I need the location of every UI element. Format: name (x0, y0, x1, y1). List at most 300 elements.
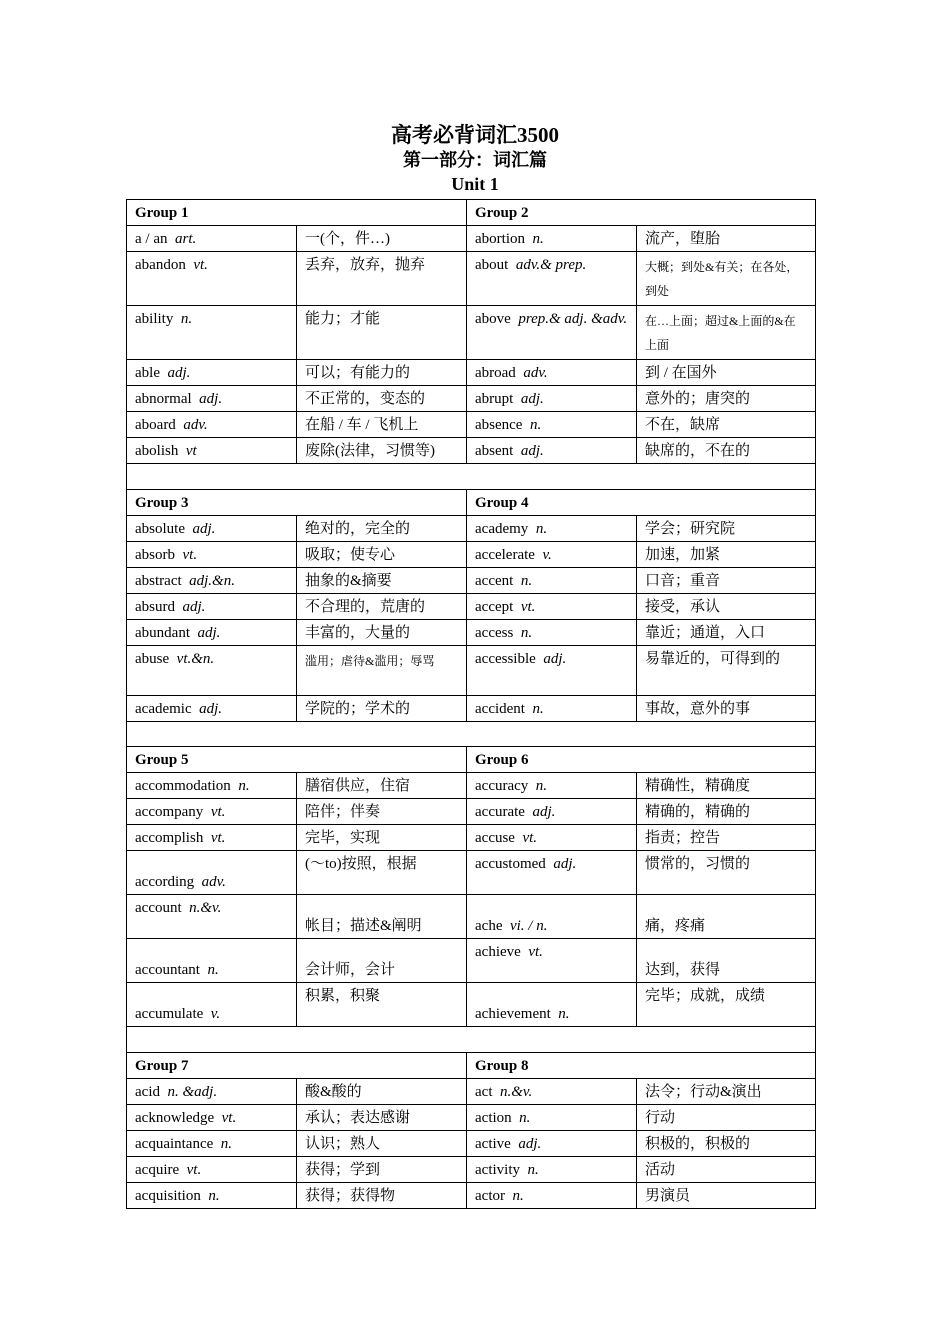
meaning-cell (297, 1156, 467, 1182)
word-cell (467, 645, 637, 695)
part-of-speech: vi. / n. (509, 918, 548, 935)
word-cell (127, 939, 297, 983)
meaning-cell (297, 226, 467, 252)
meaning-cell (637, 515, 816, 541)
word: able (135, 365, 160, 381)
word-cell (467, 412, 637, 438)
part-of-speech: adj. (520, 391, 544, 407)
word: acquire (135, 1161, 180, 1178)
part-of-speech: vt.&n. (176, 650, 215, 667)
part-of-speech: adj. (553, 856, 577, 873)
meaning: 到 / 在国外 (645, 365, 717, 381)
word-cell (127, 306, 297, 360)
vocab-row (127, 360, 816, 386)
vocab-row (127, 1182, 816, 1208)
word: abortion (475, 231, 525, 247)
group-heading: Group 4 (467, 489, 816, 515)
vocab-row (127, 695, 816, 721)
vocabulary-table-body (127, 200, 816, 1209)
word-cell (467, 360, 637, 386)
part-of-speech: n. (208, 1187, 220, 1204)
meaning: 接受，承认 (645, 598, 721, 615)
word: abundant (135, 624, 190, 641)
word-cell (127, 567, 297, 593)
meaning: 在船 / 车 / 飞机上 (305, 417, 419, 433)
meaning-cell (637, 825, 816, 851)
part-of-speech: n.&v. (499, 1083, 533, 1100)
word: acquaintance (135, 1135, 214, 1152)
word: above (475, 311, 511, 327)
word: ache (475, 918, 503, 935)
vocab-row (127, 619, 816, 645)
word: abroad (475, 365, 516, 381)
meaning: 不合理的，荒唐的 (305, 598, 426, 615)
word: accustomed (475, 856, 546, 873)
meaning: 流产，堕胎 (645, 231, 721, 247)
part-of-speech: n. (558, 1006, 570, 1023)
word-cell (467, 306, 637, 360)
word-cell (127, 825, 297, 851)
word: academy (475, 520, 529, 537)
word-cell (467, 252, 637, 306)
word: acid (135, 1083, 160, 1100)
meaning-cell (637, 438, 816, 464)
word-cell (467, 593, 637, 619)
word-cell (467, 773, 637, 799)
meaning-cell (297, 825, 467, 851)
group-heading: Group 8 (467, 1052, 816, 1078)
part-of-speech: adj. (197, 624, 221, 641)
word-cell (127, 619, 297, 645)
meaning: 易靠近的，可得到的 (645, 650, 781, 667)
meaning: 能力；才能 (305, 311, 381, 327)
part-of-speech: n. (519, 1109, 531, 1126)
word-cell (467, 1182, 637, 1208)
spacer-cell (127, 464, 816, 490)
part-of-speech: vt. (210, 830, 226, 847)
part-of-speech: n. (220, 1135, 233, 1152)
word: accuse (475, 830, 515, 847)
part-of-speech: n. (520, 572, 533, 589)
part-title: 第一部分：词汇篇 (403, 150, 547, 170)
word-cell (127, 1182, 297, 1208)
meaning: 加速，加紧 (645, 546, 721, 563)
meaning: 陪伴；伴奏 (305, 804, 381, 821)
meaning-cell (297, 412, 467, 438)
word-cell (127, 1078, 297, 1104)
vocab-row (127, 386, 816, 412)
part-of-speech: adj. (532, 804, 556, 821)
part-of-speech: n. (529, 417, 542, 433)
meaning-cell (637, 1130, 816, 1156)
vocab-row (127, 825, 816, 851)
meaning-cell (637, 306, 816, 360)
word-cell (127, 799, 297, 825)
word-cell (467, 386, 637, 412)
meaning-cell (297, 252, 467, 306)
word-cell (467, 695, 637, 721)
word-cell (127, 438, 297, 464)
meaning-cell (297, 619, 467, 645)
meaning-cell (297, 386, 467, 412)
part-of-speech: vt. (528, 944, 543, 961)
part-of-speech: v. (210, 1006, 221, 1023)
meaning-cell (637, 1078, 816, 1104)
word: accurate (475, 804, 525, 821)
word: accomplish (135, 830, 204, 847)
meaning: 学院的；学术的 (305, 700, 411, 717)
meaning: 吸取；使专心 (305, 546, 396, 563)
meaning: 绝对的，完全的 (305, 520, 411, 537)
meaning-cell (297, 1104, 467, 1130)
part-of-speech: n. (532, 231, 544, 247)
part-of-speech: vt (185, 443, 197, 459)
part-of-speech: n. &adj. (167, 1083, 218, 1100)
meaning: 不在，缺席 (645, 417, 721, 433)
word: accumulate (135, 1006, 204, 1023)
part-of-speech: n. (535, 778, 548, 795)
meaning-cell (637, 1156, 816, 1182)
part-of-speech: adj. (518, 1135, 542, 1152)
word: about (475, 257, 509, 273)
meaning: 帐目；描述&阐明 (305, 918, 422, 935)
meaning: 抽象的&摘要 (305, 572, 392, 589)
meaning-cell (637, 851, 816, 895)
word-cell (127, 412, 297, 438)
meaning: 达到，获得 (645, 962, 721, 979)
meaning: 大概；到处&有关；在各处，到处 (645, 260, 799, 298)
document-title: 高考必背词汇3500 (391, 123, 559, 147)
part-of-speech: vt. (522, 830, 538, 847)
part-of-speech: adj.&n. (189, 572, 235, 589)
word-cell (467, 939, 637, 983)
meaning: 完毕，实现 (305, 830, 381, 847)
word: active (475, 1135, 511, 1152)
word-cell (127, 1130, 297, 1156)
meaning-cell (637, 541, 816, 567)
unit-title: Unit 1 (451, 174, 499, 194)
part-of-speech: prep.& adj. &adv. (518, 311, 628, 327)
meaning: 积累，积聚 (305, 988, 381, 1005)
part-of-speech: adv. (201, 874, 226, 891)
word: absence (475, 417, 523, 433)
word-cell (127, 695, 297, 721)
word: access (475, 624, 514, 641)
word-cell (127, 773, 297, 799)
vocab-row (127, 515, 816, 541)
meaning-cell (297, 360, 467, 386)
word: accountant (135, 962, 200, 979)
word: abandon (135, 257, 186, 273)
meaning-cell (297, 593, 467, 619)
word-cell (467, 1078, 637, 1104)
meaning-cell (297, 645, 467, 695)
meaning-cell (637, 226, 816, 252)
vocab-row (127, 939, 816, 983)
group-heading: Group 1 (127, 200, 467, 226)
word: abrupt (475, 391, 514, 407)
part-of-speech: adv. (183, 417, 208, 433)
meaning: 酸&酸的 (305, 1083, 362, 1100)
group-header-row (127, 1052, 816, 1078)
part-of-speech: adj. (167, 365, 191, 381)
spacer-cell (127, 1027, 816, 1053)
word-cell (467, 1156, 637, 1182)
part-of-speech: vt. (193, 257, 208, 273)
word-cell (127, 1156, 297, 1182)
meaning: 获得；获得物 (305, 1187, 396, 1204)
meaning: 会计师，会计 (305, 962, 396, 979)
spacer-cell (127, 721, 816, 747)
meaning: 一(个，件…) (305, 231, 390, 247)
part-of-speech: vt. (221, 1109, 237, 1126)
vocab-row (127, 567, 816, 593)
word-cell (467, 619, 637, 645)
word: accompany (135, 804, 204, 821)
meaning: 惯常的，习惯的 (645, 856, 751, 873)
part-of-speech: n. (532, 700, 544, 717)
part-of-speech: n. (512, 1187, 524, 1204)
meaning-cell (297, 1182, 467, 1208)
meaning: 精确的，精确的 (645, 804, 751, 821)
meaning-cell (637, 567, 816, 593)
word-cell (467, 825, 637, 851)
word-cell (127, 541, 297, 567)
meaning: 法令；行动&演出 (645, 1083, 762, 1100)
vocab-row (127, 252, 816, 306)
word-cell (127, 360, 297, 386)
meaning-cell (297, 515, 467, 541)
word: accept (475, 598, 514, 615)
meaning-cell (297, 799, 467, 825)
spacer-row (127, 464, 816, 490)
part-of-speech: n. (180, 311, 193, 327)
word: activity (475, 1161, 520, 1178)
vocab-row (127, 1078, 816, 1104)
part-of-speech: n. (535, 520, 548, 537)
word: absurd (135, 598, 175, 615)
part-of-speech: vt. (186, 1161, 202, 1178)
meaning-cell (637, 1104, 816, 1130)
meaning: 缺席的，不在的 (645, 443, 751, 459)
part-of-speech: adv.& prep. (515, 257, 587, 273)
meaning-cell (297, 983, 467, 1027)
word: action (475, 1109, 512, 1126)
word-cell (467, 226, 637, 252)
word-cell (467, 541, 637, 567)
word-cell (127, 515, 297, 541)
word: absorb (135, 546, 175, 563)
part-of-speech: adj. (543, 650, 567, 667)
group-heading: Group 7 (127, 1052, 467, 1078)
vocab-row (127, 226, 816, 252)
word: absent (475, 443, 514, 459)
meaning-cell (637, 695, 816, 721)
word-cell (467, 851, 637, 895)
meaning-cell (637, 593, 816, 619)
meaning-cell (297, 895, 467, 939)
word-cell (127, 593, 297, 619)
part-of-speech: vt. (520, 598, 536, 615)
word-cell (127, 1104, 297, 1130)
meaning-cell (637, 412, 816, 438)
word: account (135, 900, 182, 917)
word-cell (467, 515, 637, 541)
word-cell (127, 252, 297, 306)
word: accelerate (475, 546, 535, 563)
group-header-row (127, 200, 816, 226)
part-of-speech: vt. (210, 804, 226, 821)
word: according (135, 874, 195, 891)
word: acknowledge (135, 1109, 215, 1126)
meaning: (～to)按照，根据 (305, 856, 417, 873)
part-of-speech: n. (207, 962, 219, 979)
part-of-speech: n. (520, 624, 533, 641)
vocab-row (127, 541, 816, 567)
meaning: 痛，疼痛 (645, 918, 706, 935)
meaning-cell (297, 438, 467, 464)
word-cell (467, 983, 637, 1027)
word: ability (135, 311, 174, 327)
group-heading: Group 5 (127, 747, 467, 773)
word: absolute (135, 520, 185, 537)
part-of-speech: n. (527, 1161, 539, 1178)
word-cell (127, 226, 297, 252)
group-heading: Group 6 (467, 747, 816, 773)
part-of-speech: n.&v. (189, 900, 222, 917)
meaning: 事故，意外的事 (645, 700, 751, 717)
word: accident (475, 700, 525, 717)
group-heading: Group 3 (127, 489, 467, 515)
word: acquisition (135, 1187, 201, 1204)
meaning: 滥用；虐待&滥用；辱骂 (305, 653, 435, 668)
meaning: 在…上面；超过&上面的&在上面 (645, 314, 796, 352)
part-of-speech: adj. (199, 391, 223, 407)
vocab-row (127, 306, 816, 360)
meaning-cell (637, 645, 816, 695)
word: a / an (135, 231, 168, 247)
vocab-row (127, 983, 816, 1027)
meaning: 积极的，积极的 (645, 1135, 751, 1152)
meaning: 行动 (645, 1109, 676, 1126)
meaning-cell (297, 1130, 467, 1156)
vocab-row (127, 438, 816, 464)
meaning: 学会；研究院 (645, 520, 736, 537)
vocab-row (127, 895, 816, 939)
meaning: 丰富的，大量的 (305, 624, 411, 641)
word-cell (467, 567, 637, 593)
meaning-cell (637, 252, 816, 306)
word: accuracy (475, 778, 529, 795)
meaning: 活动 (645, 1161, 676, 1178)
vocab-row (127, 593, 816, 619)
meaning: 靠近；通道，入口 (645, 624, 766, 641)
word-cell (127, 645, 297, 695)
group-header-row (127, 489, 816, 515)
word-cell (127, 851, 297, 895)
meaning: 指责；控告 (645, 830, 721, 847)
meaning: 口音；重音 (645, 572, 721, 589)
word: achieve (475, 944, 521, 961)
meaning: 男演员 (645, 1187, 691, 1204)
word: accent (475, 572, 514, 589)
word: abuse (135, 650, 170, 667)
meaning-cell (297, 1078, 467, 1104)
meaning-cell (297, 567, 467, 593)
meaning-cell (637, 939, 816, 983)
meaning: 废除(法律，习惯等) (305, 443, 435, 459)
meaning-cell (637, 619, 816, 645)
meaning-cell (297, 695, 467, 721)
vocab-row (127, 773, 816, 799)
meaning-cell (637, 773, 816, 799)
vocab-row (127, 851, 816, 895)
part-of-speech: n. (238, 778, 250, 795)
word: aboard (135, 417, 176, 433)
meaning: 完毕；成就，成绩 (645, 988, 766, 1005)
vocab-row (127, 1130, 816, 1156)
part-of-speech: v. (542, 546, 552, 563)
word: accessible (475, 650, 536, 667)
word-cell (467, 438, 637, 464)
vocab-row (127, 412, 816, 438)
word-cell (127, 386, 297, 412)
vocab-row (127, 1104, 816, 1130)
word-cell (467, 895, 637, 939)
meaning: 承认；表达感谢 (305, 1109, 411, 1126)
word: academic (135, 700, 192, 717)
meaning: 意外的；唐突的 (645, 391, 751, 407)
meaning-cell (637, 386, 816, 412)
word-cell (467, 799, 637, 825)
meaning: 可以；有能力的 (305, 365, 411, 381)
word-cell (467, 1104, 637, 1130)
part-of-speech: art. (174, 231, 197, 247)
vocab-row (127, 1156, 816, 1182)
meaning: 丢弃，放弃，抛弃 (305, 257, 426, 273)
word: achievement (475, 1006, 551, 1023)
meaning-cell (637, 895, 816, 939)
word: act (475, 1083, 493, 1100)
part-of-speech: vt. (182, 546, 198, 563)
part-of-speech: adj. (199, 700, 223, 717)
meaning: 获得；学到 (305, 1161, 381, 1178)
word-cell (127, 983, 297, 1027)
meaning-cell (637, 1182, 816, 1208)
meaning-cell (297, 541, 467, 567)
vocab-row (127, 799, 816, 825)
meaning-cell (637, 360, 816, 386)
part-of-speech: adj. (192, 520, 216, 537)
vocabulary-table (126, 199, 816, 1209)
word: actor (475, 1187, 505, 1204)
meaning: 精确性，精确度 (645, 778, 751, 795)
part-of-speech: adj. (182, 598, 206, 615)
word: abnormal (135, 391, 192, 407)
word-cell (127, 895, 297, 939)
word: accommodation (135, 778, 231, 795)
spacer-row (127, 1027, 816, 1053)
meaning-cell (297, 851, 467, 895)
meaning-cell (637, 799, 816, 825)
document-header (0, 122, 950, 196)
meaning-cell (297, 773, 467, 799)
word: abstract (135, 572, 182, 589)
meaning-cell (297, 306, 467, 360)
part-of-speech: adv. (523, 365, 548, 381)
meaning: 膳宿供应，住宿 (305, 778, 411, 795)
meaning-cell (637, 983, 816, 1027)
